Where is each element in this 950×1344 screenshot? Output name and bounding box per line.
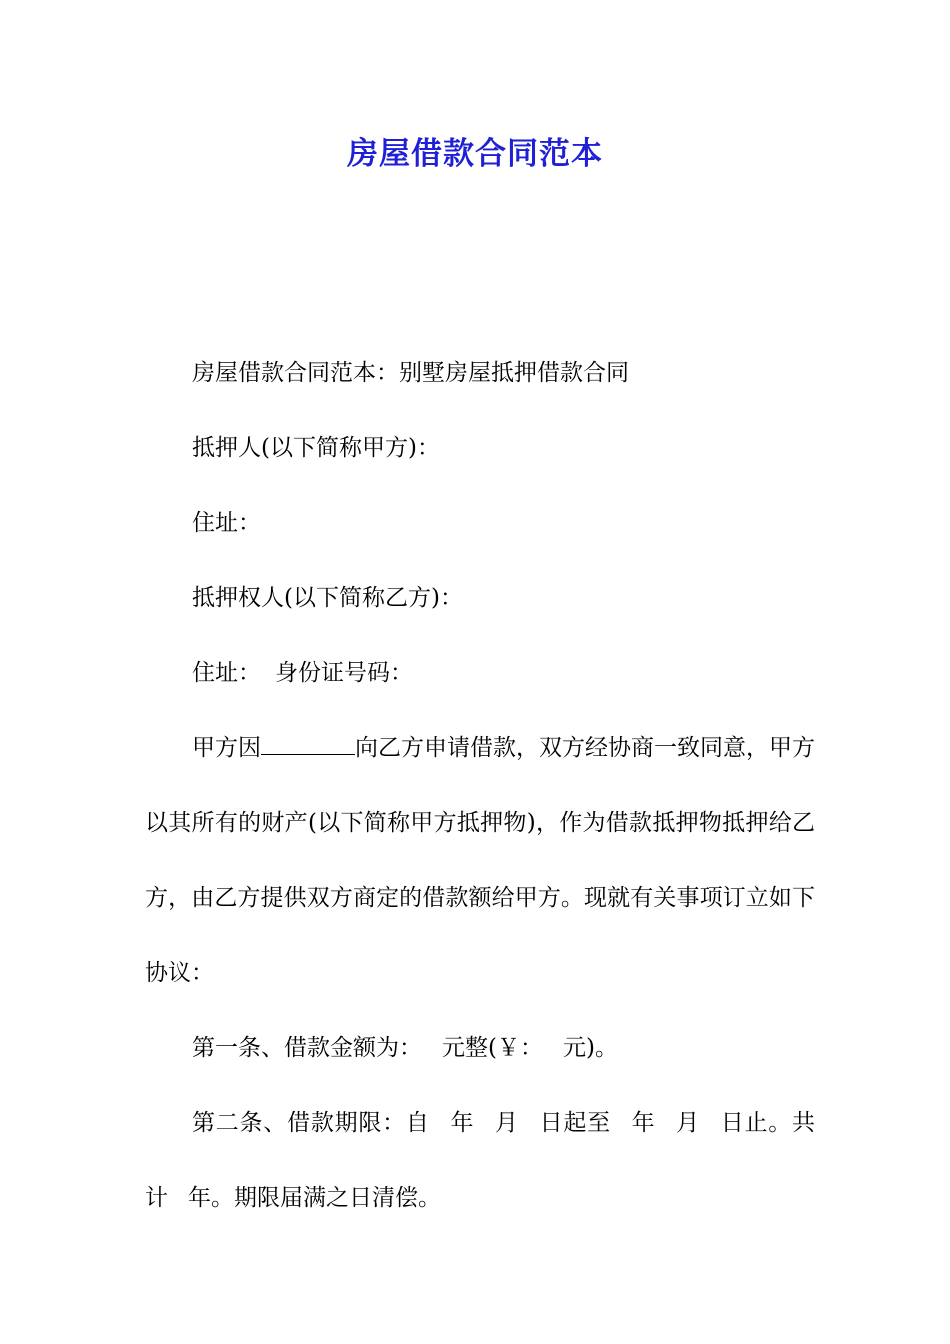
end-month-label: 月 [675, 1110, 700, 1136]
reason-blank [261, 734, 355, 755]
paragraph-mortgagor-address: 住址： [192, 510, 261, 536]
end-day-label: 日止。共计 [145, 1110, 816, 1211]
start-year-label: 年 [449, 1110, 475, 1136]
total-term-label: 年。期限届满之日清偿。 [188, 1185, 441, 1211]
start-day-label: 日起至 [538, 1110, 611, 1136]
end-year-label: 年 [630, 1110, 656, 1136]
article-1-amount-figures: 元)。 [562, 1035, 618, 1061]
paragraph-contract-name: 房屋借款合同范本：别墅房屋抵押借款合同 [192, 360, 629, 386]
article-2-label: 第二条、借款期限：自 [192, 1110, 430, 1136]
start-month-label: 月 [494, 1110, 519, 1136]
paragraph-mortgagee-address [145, 636, 815, 711]
paragraph-agreement-intro [145, 711, 815, 1011]
agreement-intro-start: 甲方因 [192, 735, 261, 761]
article-1-amount-words: 元整(￥： [442, 1035, 543, 1061]
paragraph-article-1 [145, 1011, 815, 1086]
id-number-label: 身份证号码： [275, 660, 413, 686]
document-title: 房屋借款合同范本 [347, 136, 603, 172]
address-label: 住址： [192, 660, 261, 686]
paragraph-mortgagor: 抵押人(以下简称甲方)： [192, 435, 440, 461]
paragraph-article-2 [145, 1086, 815, 1236]
paragraph-mortgagee: 抵押权人(以下简称乙方)： [192, 585, 463, 611]
document-body [145, 336, 815, 1236]
article-1-label: 第一条、借款金额为： [192, 1035, 422, 1061]
agreement-intro-rest: 向乙方申请借款，双方经协商一致同意，甲方以其所有的财产(以下简称甲方抵押物)，作为借款抵押物抵押给乙方，由乙方提供双方商定的借款额给甲方。现就有关事项订立如下协议： [145, 735, 815, 986]
